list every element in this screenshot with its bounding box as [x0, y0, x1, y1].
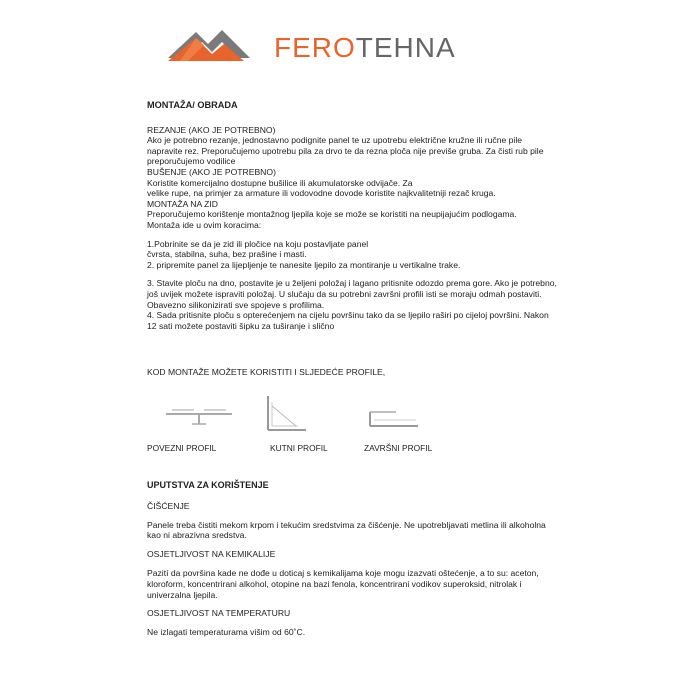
busenje-heading: BUŠENJE (AKO JE POTREBNO) — [147, 166, 276, 177]
end-profile-label: ZAVRŠNI PROFIL — [364, 443, 433, 453]
end-profile-icon — [366, 404, 422, 435]
uputstva-section — [147, 480, 557, 646]
kemikalije-heading: OSJETLJIVOST NA KEMIKALIJE — [147, 549, 276, 560]
temperatura-text: Ne izlagati temperaturama višim od 60˚C. — [147, 627, 306, 638]
rezanje-text: Ako je potrebno rezanje, jednostavno podignite panel te uz upotrebu električne kružne ili ručne pile napravite rez. Preporučujemo upotrebu pila za drvo te da rezna ploča nije previše gruba. Za čisti rub pile preporučujemo vodilice — [147, 135, 544, 167]
mountain-logo-icon — [166, 18, 276, 76]
logo-wordmark — [274, 32, 456, 64]
step-2: 2. pripremite panel za lijepljenje te nanesite ljepilo za montiranje u vertikalne trake. — [147, 259, 461, 270]
busenje-text-1: Koristite komercijalno dostupne bušilice ili akumulatorske odvijače. Za — [147, 177, 413, 188]
step-4: 4. Sada pritisnite ploču s opterećenjem na cijelu površinu tako da se ljepilo raširi po cijeloj površini. Nakon 12 sati možete postaviti šipku za tuširanje i slično — [147, 310, 549, 331]
ciscenje-text: Panele treba čistiti mekom krpom i tekućim sredstvima za čišćenje. Ne upotrebljavati metlina ili alkoholna kao ni abrazivna sredstva. — [147, 519, 546, 541]
connecting-profile-icon — [164, 400, 234, 435]
uputstva-title: UPUTSTVA ZA KORIŠTENJE — [147, 480, 269, 490]
connecting-profile-label: POVEZNI PROFIL — [147, 443, 217, 453]
profiles-title: KOD MONTAŽE MOŽETE KORISTITI I SLJEDEĆE PROFILE, — [147, 367, 386, 377]
step-1b: čvrsta, stabilna, suha, bez prašine i masti. — [147, 249, 307, 260]
step-3: 3. Stavite ploču na dno, postavite je u željeni položaj i lagano pritisnite odozdo prema gore. Ako je potrebno, još uvijek možete ispraviti položaj. U slučaju da su potrebni završni profili isti se moraju odmah postaviti. Obavezno silikonizirati sve spojeve s profilima. — [147, 278, 557, 310]
temperatura-heading: OSJETLJIVOST NA TEMPERATURU — [147, 608, 291, 619]
logo-text-fero: FERO — [274, 32, 356, 63]
montaza-section — [147, 100, 557, 331]
ferotehna-logo — [166, 18, 526, 76]
busenje-text-2: velike rupe, na primjer za armature ili vodovodne dovode koristite najkvalitetniji rezač kruga. — [147, 188, 496, 199]
zid-text-2: Montaža ide u ovim koracima: — [147, 219, 262, 230]
corner-profile-label: KUTNI PROFIL — [270, 443, 328, 453]
corner-profile-icon — [262, 392, 312, 441]
section-title: MONTAŽA/ OBRADA — [147, 100, 238, 110]
logo-text-tehna: TEHNA — [355, 32, 456, 63]
kemikalije-text: Pazití da površina kade ne dođe u doticaj s kemikalijama koje mogu izazvati oštećenje, a to su: aceton, kloroform, koncentrirani alkohol, otopine na bazi fenola, koncentrirani vodikov superoksid, nitrolak i univerzalna ljepila. — [147, 567, 539, 600]
zid-heading: MONTAŽA NA ZID — [147, 198, 218, 209]
rezanje-heading: REZANJE (AKO JE POTREBNO) — [147, 124, 276, 135]
step-1a: 1.Pobrinite se da je zid ili pločice na koju postavljate panel — [147, 238, 369, 249]
ciscenje-heading: ČIŠĆENJE — [147, 500, 190, 511]
zid-text-1: Preporučujemo korištenje montažnog ljepila koje se može se koristiti na neupijajućim podlogama. — [147, 209, 517, 220]
